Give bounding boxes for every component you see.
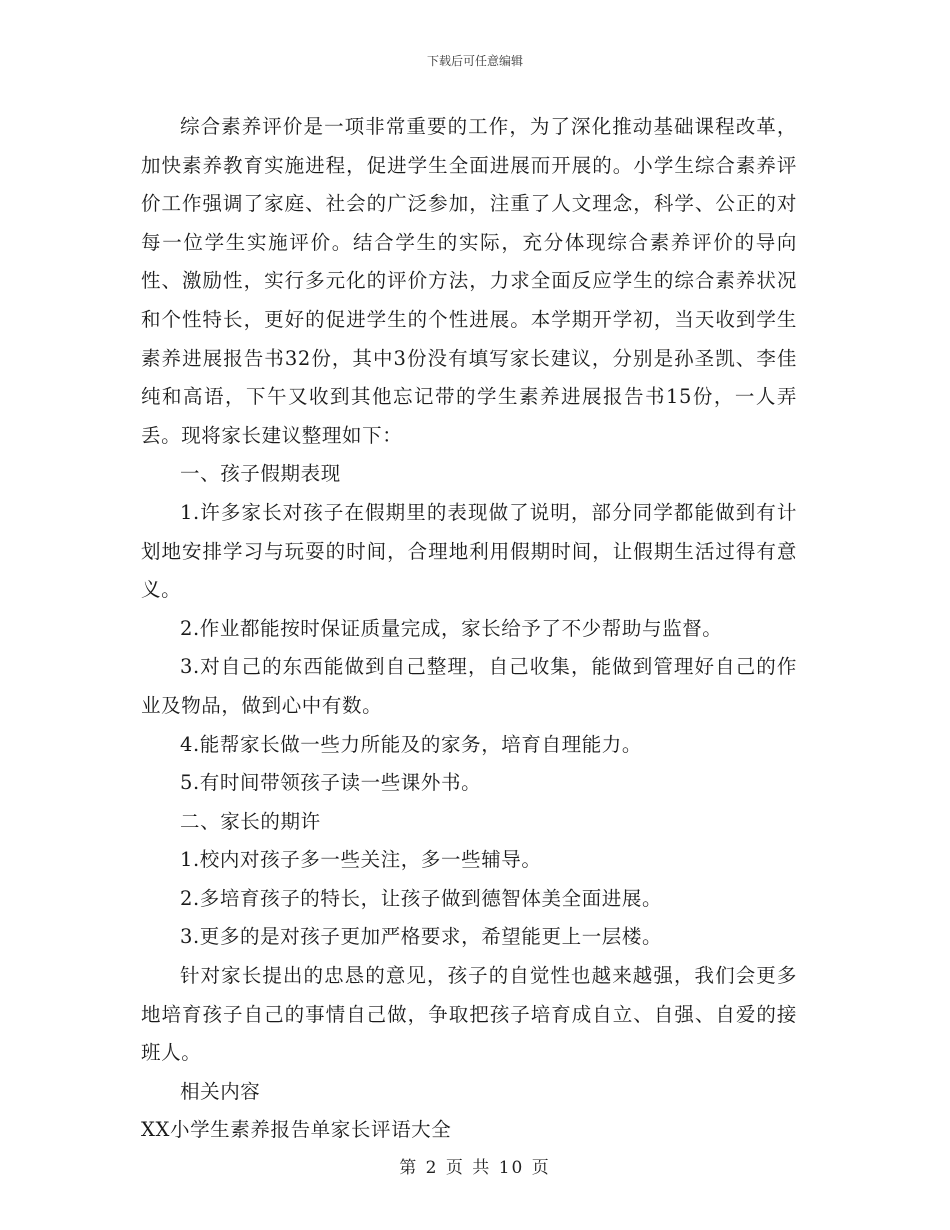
intro-paragraph: 综合素养评价是一项非常重要的工作，为了深化推动基础课程改革，加快素养教育实施进程，促进学生全面进展而开展的。小学生综合素养评价工作强调了家庭、社会的广泛参加，注重了人文理念，科学、公正的对每一位学生实施评价。结合学生的实际，充分体现综合素养评价的导向性、激励性，实行多元化的评价方法，力求全面反应学生的综合素养状况和个性特长，更好的促进学生的个性进展。本学期开学初，当天收到学生素养进展报告书32份，其中3份没有填写家长建议，分别是孙圣凯、李佳纯和高语，下午又收到其他忘记带的学生素养进展报告书15份，一人弄丢。现将家长建议整理如下： [141, 115, 797, 447]
section-heading-1: 一、孩子假期表现 [180, 462, 341, 486]
section-heading-2: 二、家长的期许 [180, 809, 321, 833]
related-content-link[interactable]: XX小学生素养报告单家长评语大全 [141, 1118, 452, 1142]
document-body [141, 108, 797, 1150]
list-item: 1.许多家长对孩子在假期里的表现做了说明，部分同学都能做到有计划地安排学习与玩耍的时间，合理地利用假期时间，让假期生活过得有意义。 [141, 500, 797, 602]
list-item: 1.校内对孩子多一些关注，多一些辅导。 [180, 848, 542, 872]
related-content-label: 相关内容 [180, 1079, 261, 1103]
page-header: 下载后可任意编辑 [426, 54, 523, 68]
list-item: 2.作业都能按时保证质量完成，家长给予了不少帮助与监督。 [180, 616, 723, 640]
list-item: 3.对自己的东西能做到自己整理，自己收集，能做到管理好自己的作业及物品，做到心中有数。 [141, 655, 797, 717]
page-number: 第 2 页 共 10 页 [399, 1158, 551, 1178]
list-item: 5.有时间带领孩子读一些课外书。 [180, 771, 482, 795]
list-item: 3.更多的是对孩子更加严格要求，希望能更上一层楼。 [180, 925, 663, 949]
list-item: 2.多培育孩子的特长，让孩子做到德智体美全面进展。 [180, 886, 663, 910]
closing-paragraph: 针对家长提出的忠恳的意见，孩子的自觉性也越来越强，我们会更多地培育孩子自己的事情自己做，争取把孩子培育成自立、自强、自爱的接班人。 [141, 964, 797, 1065]
list-item: 4.能帮家长做一些力所能及的家务，培育自理能力。 [180, 732, 643, 756]
